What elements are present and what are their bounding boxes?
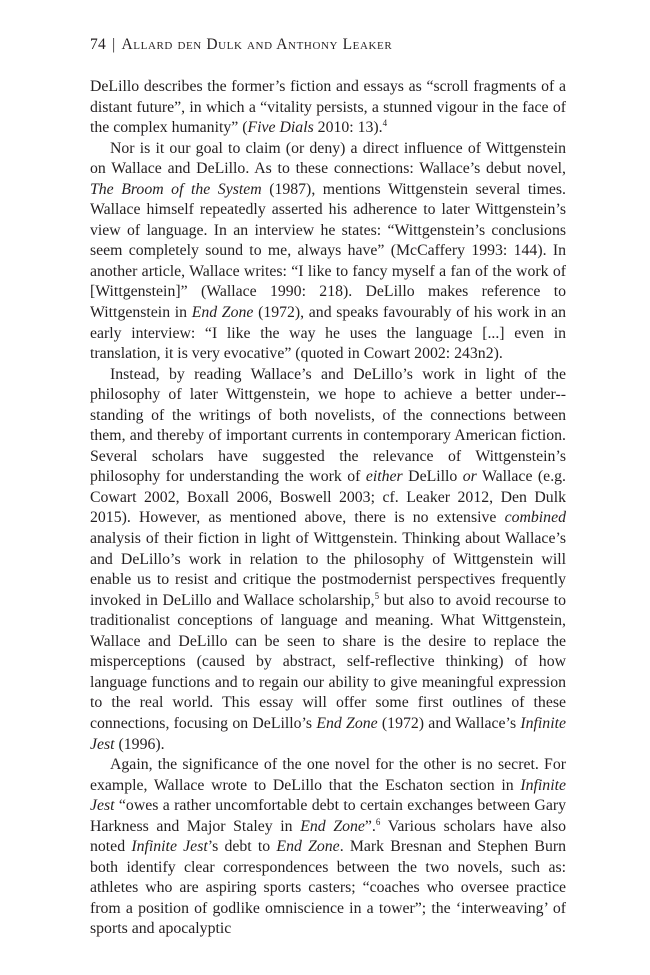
- italic-text: combined: [504, 509, 566, 527]
- paragraph: [90, 365, 566, 755]
- text-run: analysis of their fiction in light of Wittgenstein. Thinking about Wallace’s and DeLillo’s work in relation to the philosophy of Wittgenstein will enable us to resist and critique the postmodernist perspectives frequently invoked in DeLillo and Wallace scholarship,: [90, 530, 566, 609]
- italic-text: Infinite Jest: [90, 714, 566, 753]
- text-run: DeLillo: [402, 468, 463, 486]
- footnote-marker[interactable]: 5: [374, 590, 380, 601]
- text-run: Instead, by reading Wallace’s and DeLillo’s work in light of the philosophy of later Wittgenstein, we hope to achieve a better under-standing of the writings of both novelists, of the connections between them, and thereby of important currents in contemporary American fiction. Several scholars have suggested the relevance of Wittgenstein’s philosophy for understanding the work of: [90, 365, 566, 486]
- text-run: Various scholars have also noted: [90, 817, 566, 856]
- text-run: DeLillo describes the former’s fiction and essays as “scroll fragments of a distant future”, in which a “vitality persists, a stunned vigour in the face of the complex humanity” (: [90, 78, 566, 137]
- italic-text: End Zone: [191, 304, 254, 322]
- text-run: “owes a rather uncomfortable debt to certain exchanges between Gary Harkness and Major Staley in: [90, 797, 566, 835]
- italic-text: End Zone: [316, 714, 378, 732]
- italic-text: Infinite Jest: [90, 776, 566, 815]
- text-run: ”.: [364, 817, 376, 835]
- text-run: Nor is it our goal to claim (or deny) a direct influence of Wittgenstein on Wallace and DeLillo. As to these connections: Wallace’s debut novel,: [90, 139, 566, 178]
- italic-text: Five Dials: [247, 119, 314, 137]
- page-number: 74: [90, 36, 107, 53]
- paragraph: [90, 755, 566, 940]
- text-run: 2010: 13).: [313, 119, 383, 137]
- text-run: . Mark Bresnan and Stephen Burn both identify clear correspondences between the two novels, such as: athletes who are aspiring sports casters; “coaches who oversee practice from a position of godlike omniscience in a tower”; the ‘interweaving’ of sports and apocalyptic: [90, 838, 567, 938]
- italic-text: The Broom of the System: [90, 180, 262, 198]
- text-run: (1987), mentions Wittgenstein several times. Wallace himself repeatedly asserted his adherence to later Wittgenstein’s view of language. In an interview he states: “Wittgenstein’s conclusions seem completely sound to me, always have” (McCaffery 1993: 144). In another article, Wallace writes: “I like to fancy myself a fan of the work of [Wittgenstein]” (Wallace 1990: 218). DeLillo makes reference to Wittgenstein in: [90, 180, 566, 322]
- text-run: ’s debt to: [207, 838, 277, 856]
- italic-text: or: [462, 468, 477, 486]
- text-run: but also to avoid recourse to traditionalist conceptions of language and meaning. What Wittgenstein, Wallace and DeLillo can be seen to share is the desire to replace the misperceptions (caused by abstract, self-reflective thinking) of how language functions and to regain our ability to give meaningful expression to the real world. This essay will offer some first outlines of these connections, focusing on DeLillo’s: [90, 591, 566, 732]
- text-run: (1972) and Wallace’s: [377, 714, 521, 732]
- paragraph: [90, 77, 566, 139]
- text-run: (1972), and speaks favourably of his work in an early interview: “I like the way he uses the language [...] even in translation, it is very evocative” (quoted in Cowart 2002: 243n2).: [90, 304, 566, 363]
- text-run: (1996).: [114, 735, 165, 753]
- italic-text: End Zone: [276, 838, 340, 856]
- italic-text: Infinite Jest: [131, 838, 208, 856]
- running-head-authors: Allard den Dulk and Anthony Leaker: [121, 36, 393, 53]
- italic-text: either: [365, 468, 403, 486]
- running-header: [90, 36, 392, 54]
- footnote-marker[interactable]: 6: [375, 816, 381, 827]
- paragraph: [90, 139, 566, 365]
- italic-text: End Zone: [300, 817, 365, 835]
- text-run: Again, the significance of the one novel for the other is no secret. For example, Wallace wrote to DeLillo that the Eschaton section in: [90, 756, 566, 794]
- text-run: Wallace (e.g. Cowart 2002, Boxall 2006, Boswell 2003; cf. Leaker 2012, Den Dulk 2015). However, as mentioned above, there is no extensive: [90, 468, 566, 527]
- header-separator: |: [112, 36, 116, 53]
- footnote-marker[interactable]: 4: [382, 118, 388, 129]
- body-text: [90, 77, 566, 940]
